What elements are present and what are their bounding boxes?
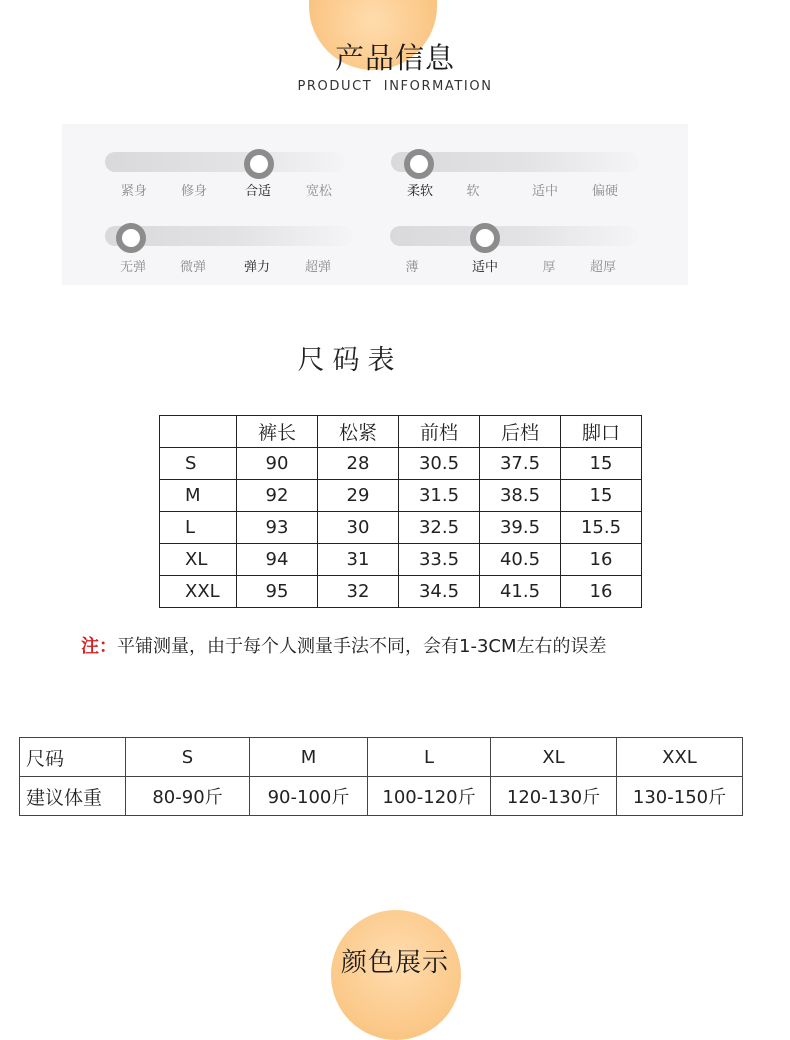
fit-label-1: 修身 xyxy=(180,184,208,199)
table-cell: 37.5 xyxy=(480,448,561,480)
softness-label-0: 柔软 xyxy=(406,184,434,199)
softness-label-2: 适中 xyxy=(531,184,559,199)
thickness-label-0: 薄 xyxy=(405,260,419,275)
table-cell: 95 xyxy=(237,576,318,608)
table-cell: XXL xyxy=(160,576,237,608)
table-row xyxy=(160,576,642,608)
table-cell: 31 xyxy=(318,544,399,576)
table-cell: 32.5 xyxy=(399,512,480,544)
table-row xyxy=(160,544,642,576)
thickness-scale-track xyxy=(390,226,638,246)
weight-chart-table xyxy=(19,737,743,816)
fit-scale-track xyxy=(105,152,345,172)
thickness-scale-knob xyxy=(470,223,500,253)
table-cell: L xyxy=(368,738,491,777)
table-row xyxy=(20,777,743,816)
size-chart-header-cell: 前档 xyxy=(399,416,480,448)
color-section-title: 颜色展示 xyxy=(340,948,449,978)
size-chart-table xyxy=(159,415,642,608)
softness-label-1: 软 xyxy=(466,184,480,199)
table-cell: 34.5 xyxy=(399,576,480,608)
fit-scale-knob xyxy=(244,149,274,179)
table-cell: S xyxy=(126,738,250,777)
table-cell: 15 xyxy=(561,448,642,480)
thickness-label-3: 超厚 xyxy=(589,260,617,275)
thickness-label-2: 厚 xyxy=(542,260,556,275)
table-cell: M xyxy=(160,480,237,512)
table-cell: XXL xyxy=(617,738,743,777)
fit-label-3: 宽松 xyxy=(305,184,333,199)
table-cell: XL xyxy=(160,544,237,576)
fit-label-2: 合适 xyxy=(244,184,272,199)
table-cell: XL xyxy=(491,738,617,777)
table-cell: 30.5 xyxy=(399,448,480,480)
table-row xyxy=(160,512,642,544)
softness-scale-knob xyxy=(404,149,434,179)
table-cell: 31.5 xyxy=(399,480,480,512)
table-cell: 90-100斤 xyxy=(250,777,368,816)
table-cell: 92 xyxy=(237,480,318,512)
table-cell: 15.5 xyxy=(561,512,642,544)
product-info-title: 产品信息 xyxy=(334,41,455,75)
table-cell: M xyxy=(250,738,368,777)
table-cell: 30 xyxy=(318,512,399,544)
elasticity-label-2: 弹力 xyxy=(243,260,271,275)
table-cell: 90 xyxy=(237,448,318,480)
note-prefix: 注： xyxy=(81,636,117,657)
table-cell: 120-130斤 xyxy=(491,777,617,816)
weight-row-label: 建议体重 xyxy=(20,777,126,816)
table-row xyxy=(160,448,642,480)
table-cell: 33.5 xyxy=(399,544,480,576)
elasticity-label-1: 微弹 xyxy=(179,260,207,275)
measurement-note xyxy=(81,632,607,658)
table-cell: 80-90斤 xyxy=(126,777,250,816)
size-chart-title: 尺码表 xyxy=(297,345,403,376)
table-cell: L xyxy=(160,512,237,544)
elasticity-label-0: 无弹 xyxy=(119,260,147,275)
note-text: 平铺测量，由于每个人测量手法不同，会有1-3CM左右的误差 xyxy=(117,636,607,657)
table-cell: 16 xyxy=(561,576,642,608)
size-chart-header-cell: 后档 xyxy=(480,416,561,448)
product-attributes-panel xyxy=(62,124,688,285)
softness-label-3: 偏硬 xyxy=(591,184,619,199)
table-cell: 38.5 xyxy=(480,480,561,512)
table-cell: 40.5 xyxy=(480,544,561,576)
table-cell: 100-120斤 xyxy=(368,777,491,816)
fit-label-0: 紧身 xyxy=(120,184,148,199)
table-cell: 130-150斤 xyxy=(617,777,743,816)
table-cell: 94 xyxy=(237,544,318,576)
table-cell: 15 xyxy=(561,480,642,512)
table-cell: 93 xyxy=(237,512,318,544)
elasticity-scale-knob xyxy=(116,223,146,253)
table-row xyxy=(20,738,743,777)
table-cell: S xyxy=(160,448,237,480)
table-row xyxy=(160,480,642,512)
table-cell: 41.5 xyxy=(480,576,561,608)
size-chart-header-cell: 裤长 xyxy=(237,416,318,448)
table-cell: 32 xyxy=(318,576,399,608)
table-cell: 16 xyxy=(561,544,642,576)
size-chart-header-cell: 脚口 xyxy=(561,416,642,448)
sizes-row-label: 尺码 xyxy=(20,738,126,777)
table-cell: 29 xyxy=(318,480,399,512)
table-cell: 39.5 xyxy=(480,512,561,544)
size-chart-header-cell: 松紧 xyxy=(318,416,399,448)
elasticity-label-3: 超弹 xyxy=(304,260,332,275)
thickness-label-1: 适中 xyxy=(471,260,499,275)
product-info-subtitle: PRODUCT INFORMATION xyxy=(297,79,493,94)
table-cell: 28 xyxy=(318,448,399,480)
size-chart-header-row xyxy=(160,416,642,448)
size-chart-header-cell xyxy=(160,416,237,448)
